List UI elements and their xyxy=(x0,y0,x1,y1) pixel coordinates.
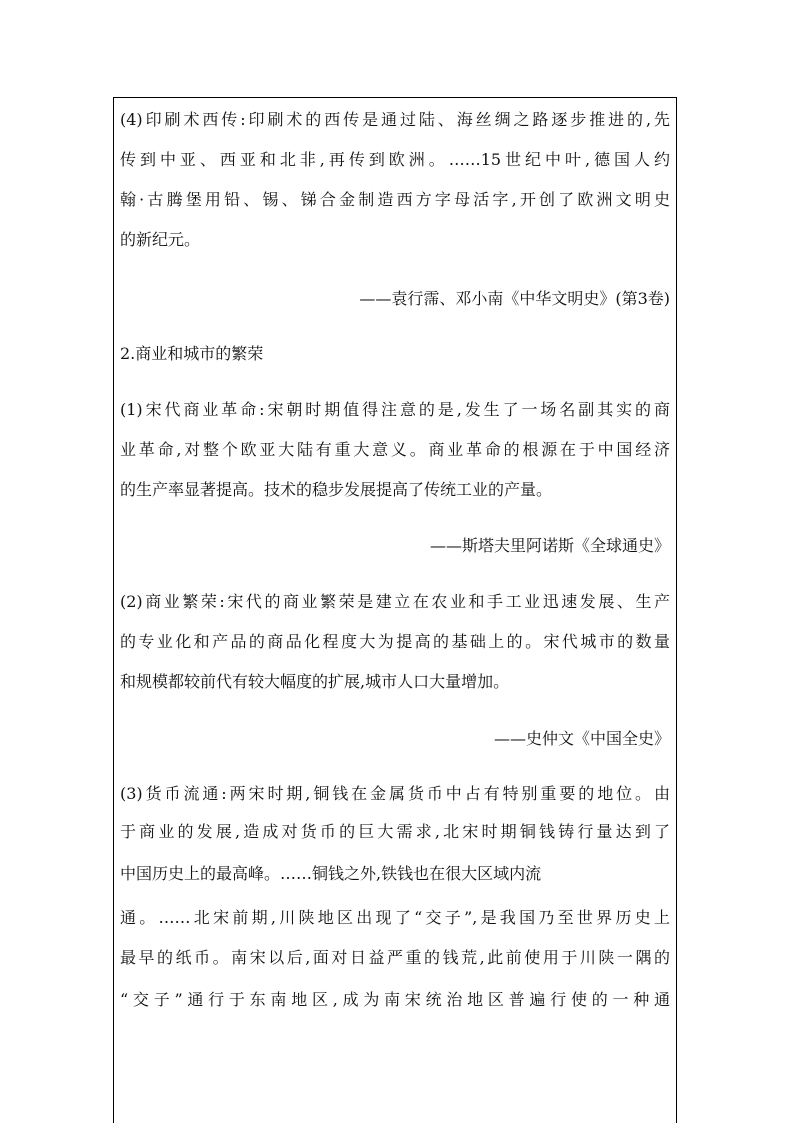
paragraph-2-line-3: 和规模都较前代有较大幅度的扩展,城市人口大量增加。 xyxy=(120,672,510,691)
paragraph-3-line-1: (3)货币流通:两宋时期,铜钱在金属货币中占有特别重要的地位。由 xyxy=(120,784,670,803)
source-citation-1: ——袁行霈、邓小南《中华文明史》(第3卷) xyxy=(359,289,670,308)
paragraph-2-line-1: (2)商业繁荣:宋代的商业繁荣是建立在农业和手工业迅速发展、生产 xyxy=(120,592,670,611)
source-citation-3: ——史仲文《中国全史》 xyxy=(493,729,670,748)
paragraph-4-line-3: 翰·古腾堡用铅、锡、锑合金制造西方字母活字,开创了欧洲文明史 xyxy=(120,190,670,209)
paragraph-3-line-6: “交子”通行于东南地区,成为南宋统治地区普遍行使的一种通 xyxy=(120,990,670,1009)
section-heading-2: 2.商业和城市的繁荣 xyxy=(120,344,264,363)
source-citation-2: ——斯塔夫里阿诺斯《全球通史》 xyxy=(429,536,670,555)
paragraph-4-line-4: 的新纪元。 xyxy=(120,230,201,249)
paragraph-3-line-5: 最早的纸币。南宋以后,面对日益严重的钱荒,此前使用于川陕一隅的 xyxy=(120,948,670,967)
paragraph-1-line-1: (1)宋代商业革命:宋朝时期值得注意的是,发生了一场名副其实的商 xyxy=(120,400,670,419)
paragraph-3-line-4: 通。……北宋前期,川陕地区出现了“交子”,是我国乃至世界历史上 xyxy=(120,908,670,927)
paragraph-4-line-1: (4)印刷术西传:印刷术的西传是通过陆、海丝绸之路逐步推进的,先 xyxy=(120,110,670,129)
paragraph-3-line-3: 中国历史上的最高峰。……铜钱之外,铁钱也在很大区域内流 xyxy=(120,864,542,883)
paragraph-2-line-2: 的专业化和产品的商品化程度大为提高的基础上的。宋代城市的数量 xyxy=(120,632,670,651)
paragraph-4-line-2: 传到中亚、西亚和北非,再传到欧洲。……15世纪中叶,德国人约 xyxy=(120,150,670,169)
paragraph-1-line-3: 的生产率显著提高。技术的稳步发展提高了传统工业的产量。 xyxy=(120,480,553,499)
paragraph-1-line-2: 业革命,对整个欧亚大陆有重大意义。商业革命的根源在于中国经济 xyxy=(120,440,670,459)
paragraph-3-line-2: 于商业的发展,造成对货币的巨大需求,北宋时期铜钱铸行量达到了 xyxy=(120,822,670,841)
